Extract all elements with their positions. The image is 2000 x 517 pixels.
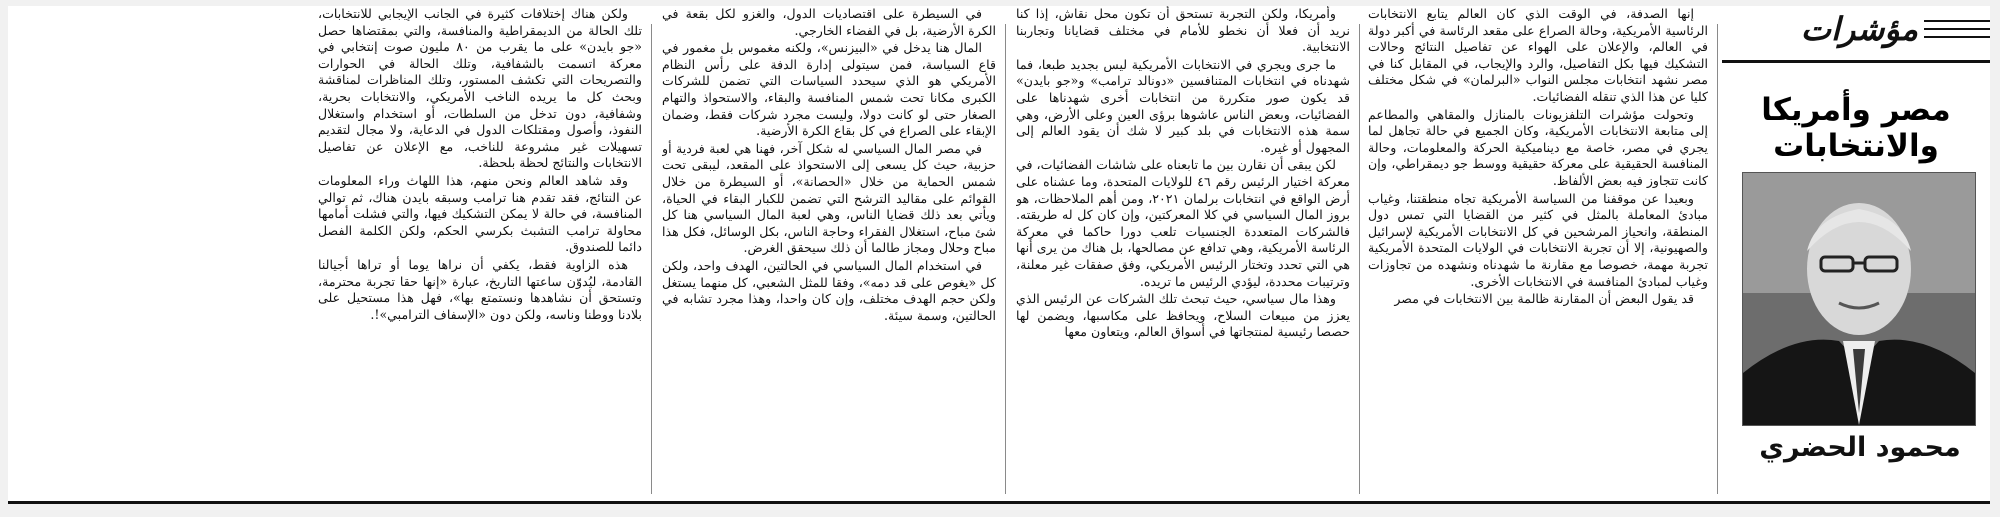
paragraph: وبعيدا عن موقفنا من السياسة الأمريكية تجاه منطقتنا، وغياب مبادئ المعاملة بالمثل في كثير من القضايا التي تمس دول المنطقة، وانحياز المرشحين في كل الانتخابات الأمريكية لإسرائيل والصهيونية، إلا أن تجربة الانتخابات في الولايات المتحدة الأمريكية تجربة مهمة، خصوصا مع مقارنة ما شهدناه ونشهده من تجاوزات وغياب لمبادئ المنافسة في الانتخابات الأخرى.	[1368, 190, 1708, 289]
column-divider	[1005, 24, 1006, 494]
column-divider	[1359, 24, 1360, 494]
article-column-1	[1368, 6, 1708, 504]
paragraph: في السيطرة على اقتصاديات الدول، والغزو لكل بقعة في الكرة الأرضية، بل في الفضاء الخارجي.	[662, 6, 996, 38]
article-column-2	[1016, 6, 1350, 504]
article-headline: مصر وأمريكا والانتخابات	[1761, 92, 1951, 164]
paragraph: المال هنا يدخل في «البيزنس»، ولكنه مغموس بل مغمور في قاع السياسة، فمن سيتولى إدارة الدفة على رأس النظام الأمريكي هو الذي سيحدد السياسات التي تضمن للشركات الكبرى مكانا تحت شمس المنافسة والبقاء، والاستحواذ والتهام الصغار حتى لو كانت دولا، وليست مجرد شركات فقط، وضمان الإبقاء على الصراع في كل بقاع الكرة الأرضية.	[662, 40, 996, 139]
author-byline: محمود الحضري	[1759, 432, 1961, 463]
column-divider	[651, 24, 652, 494]
paragraph: في مصر المال السياسي له شكل آخر، فهنا هي لعبة فردية أو حزبية، حيث كل يسعى إلى الاستحواذ على المقعد، ليبقى تحت شمس الحماية من خلال «الحصانة»، أو السيطرة من خلال القوائم على مقاليد الترشح التي تضمن للكبار البقاء في الحياة، ويأتي بعد ذلك قضايا الناس، وهي لعبة المال السياسي هنا كل شئ مباح، استغلال الفقراء وحاجة الناس، بكل الوسائل، فكل هذا مباح وحلال ومجاز طالما أن ذلك سيحقق الغرض.	[662, 140, 996, 256]
author-photo	[1742, 172, 1976, 426]
paragraph: ولكن هناك إختلافات كثيرة في الجانب الإيجابي للانتخابات، تلك الحالة من الديمقراطية والمنافسة، والتي بمقتضاها حصل «جو بايدن» على ما يقرب من ٨٠ مليون صوت إنتخابي في معركة اتسمت بالشفافية، وتلك الحالة في الحوارات والتصريحات التي تكشف المستور، وتلك المناظرات لمناقشة وبحث كل ما يريده الناخب الأمريكي، والانتخابات بحرية، وشفافية، دون تدخل من السلطات، أو استخدام واستغلال النفوذ، وأصول ومقتلكات الدول في الدعاية، ولا مجال لتقديم تسهيلات غير مشروعة للناخب، مع الإعلان عن تفاصيل الانتخابات والنتائج لحظة بلحظة.	[318, 6, 642, 171]
paragraph: هذه الزاوية فقط، يكفي أن نراها يوما أو تراها أجيالنا القادمة، ليُدوّن ساعتها التاريخ، عبارة «إنها حقا تجربة محترمة، وتستحق أن نشاهدها ونستمتع بها»، فهل هذا مستحيل على بلادنا ووطنا وناسه، ولكن دون «الإسفاف الترامبي»!.	[318, 256, 642, 322]
paragraph: وتحولت مؤشرات التلفزيونات بالمنازل والمقاهي والمطاعم إلى متابعة الانتخابات الأمريكية، وكان الجميع في حالة تجاهل لما يجري في مصر، خاصة مع ديناميكية الحركة والمعلومات، وحالة المنافسة الحقيقية على معركة حقيقية ووسط جو ديمقراطي، وإن كانت تتجاوز فيه بعض الألفاظ.	[1368, 106, 1708, 188]
paragraph: قد يقول البعض أن المقارنة ظالمة بين الانتخابات في مصر	[1394, 291, 1694, 307]
bottom-rule	[8, 501, 1990, 504]
paragraph: ما جرى ويجري في الانتخابات الأمريكية ليس بجديد طبعا، فما شهدناه في انتخابات المتنافسين «دونالد ترامب» و«جو بايدن» قد يكون صور متكررة من انتخابات أخرى شهدناها على الفضائيات، وبعض الناس عاشوها برؤى العين وعلى الأرض، وهي سمة هذه الانتخابات في بلد كبير لا شك أن يقود العالم إلى المجهول أو غيره.	[1016, 56, 1350, 155]
paragraph: وقد شاهد العالم ونحن منهم، هذا اللهاث وراء المعلومات عن النتائج، فقد تقدم هنا ترامب وسبقه بايدن هناك، ثم توالي المنافسة، في حالة لا يمكن التشكيك فيها، والتي فشلت أمامها محاولة ترامب التشبث بكرسي الحكم، ولكن الكلمة الفصل دائما للصندوق.	[318, 172, 642, 255]
paragraph: لكن يبقى أن نقارن بين ما تابعناه على شاشات الفضائيات، في معركة اختيار الرئيس رقم ٤٦ للولايات المتحدة، وما عشناه على أرض الواقع في انتخابات برلمان ٢٠٢١، ومن أهم الملاحظات، هو بروز المال السياسي في كلا المعركتين، وإن كان كل له طريقته. فالشركات المتعددة الجنسيات تلعب دورا حاكما في معركة الرئاسة الأمريكية، وهي تدافع عن مصالحها، بل هناك من يرى أنها هي التي تحدد وتختار الرئيس الأمريكي، وفق صفقات غير معلنة، وترتيبات محددة، ليؤدي الرئيس ما تريده.	[1016, 157, 1350, 289]
paragraph: وهذا مال سياسي، حيث تبحث تلك الشركات عن الرئيس الذي يعزز من مبيعات السلاح، ويحافظ على مكاسبها، ويضمن لها حصصا رئيسية لمنتجاتها في أسواق العالم، ويتعاون معها	[1016, 291, 1350, 340]
kicker-banner	[1722, 6, 1990, 63]
article-header-column	[1722, 6, 1990, 504]
paragraph: إنها الصدفة، في الوقت الذي كان العالم يتابع الانتخابات الرئاسية الأمريكية، وحالة الصراع على مقعد الرئاسة في أكبر دولة في العالم، والإعلان على الهواء عن تفاصيل النتائج وحالات التشكيك فيها بكل التفاصيل، والرد والإيجاب، في المقابل كنا في مصر نشهد انتخابات مجلس النواب «البرلمان» في شكل مختلف كليا عن هذا الذي تنقله الفضائيات.	[1368, 6, 1708, 104]
article-column-3	[662, 6, 996, 504]
paragraph: في استخدام المال السياسي في الحالتين، الهدف واحد، ولكن كل «يغوص على قد دمه»، وفقا للمثل الشعبي، كل منهما يستغل ولكن حجم الهدف مختلف، وإن كان واحدا، وهذا مجرد تشابه في الحالتين، وسمة سيئة.	[662, 257, 996, 323]
column-divider	[1717, 24, 1718, 494]
article-page	[8, 6, 1990, 504]
kicker-decorative-lines	[1924, 20, 1990, 44]
column-kicker: مؤشرات	[1800, 10, 1918, 48]
paragraph: وأمريكا، ولكن التجربة تستحق أن تكون محل نقاش، إذا كنا نريد أن فعلا أن نخطو للأمام في مختلف قضايانا وتجاربنا الانتخابية.	[1016, 6, 1350, 55]
article-column-4	[318, 6, 642, 504]
